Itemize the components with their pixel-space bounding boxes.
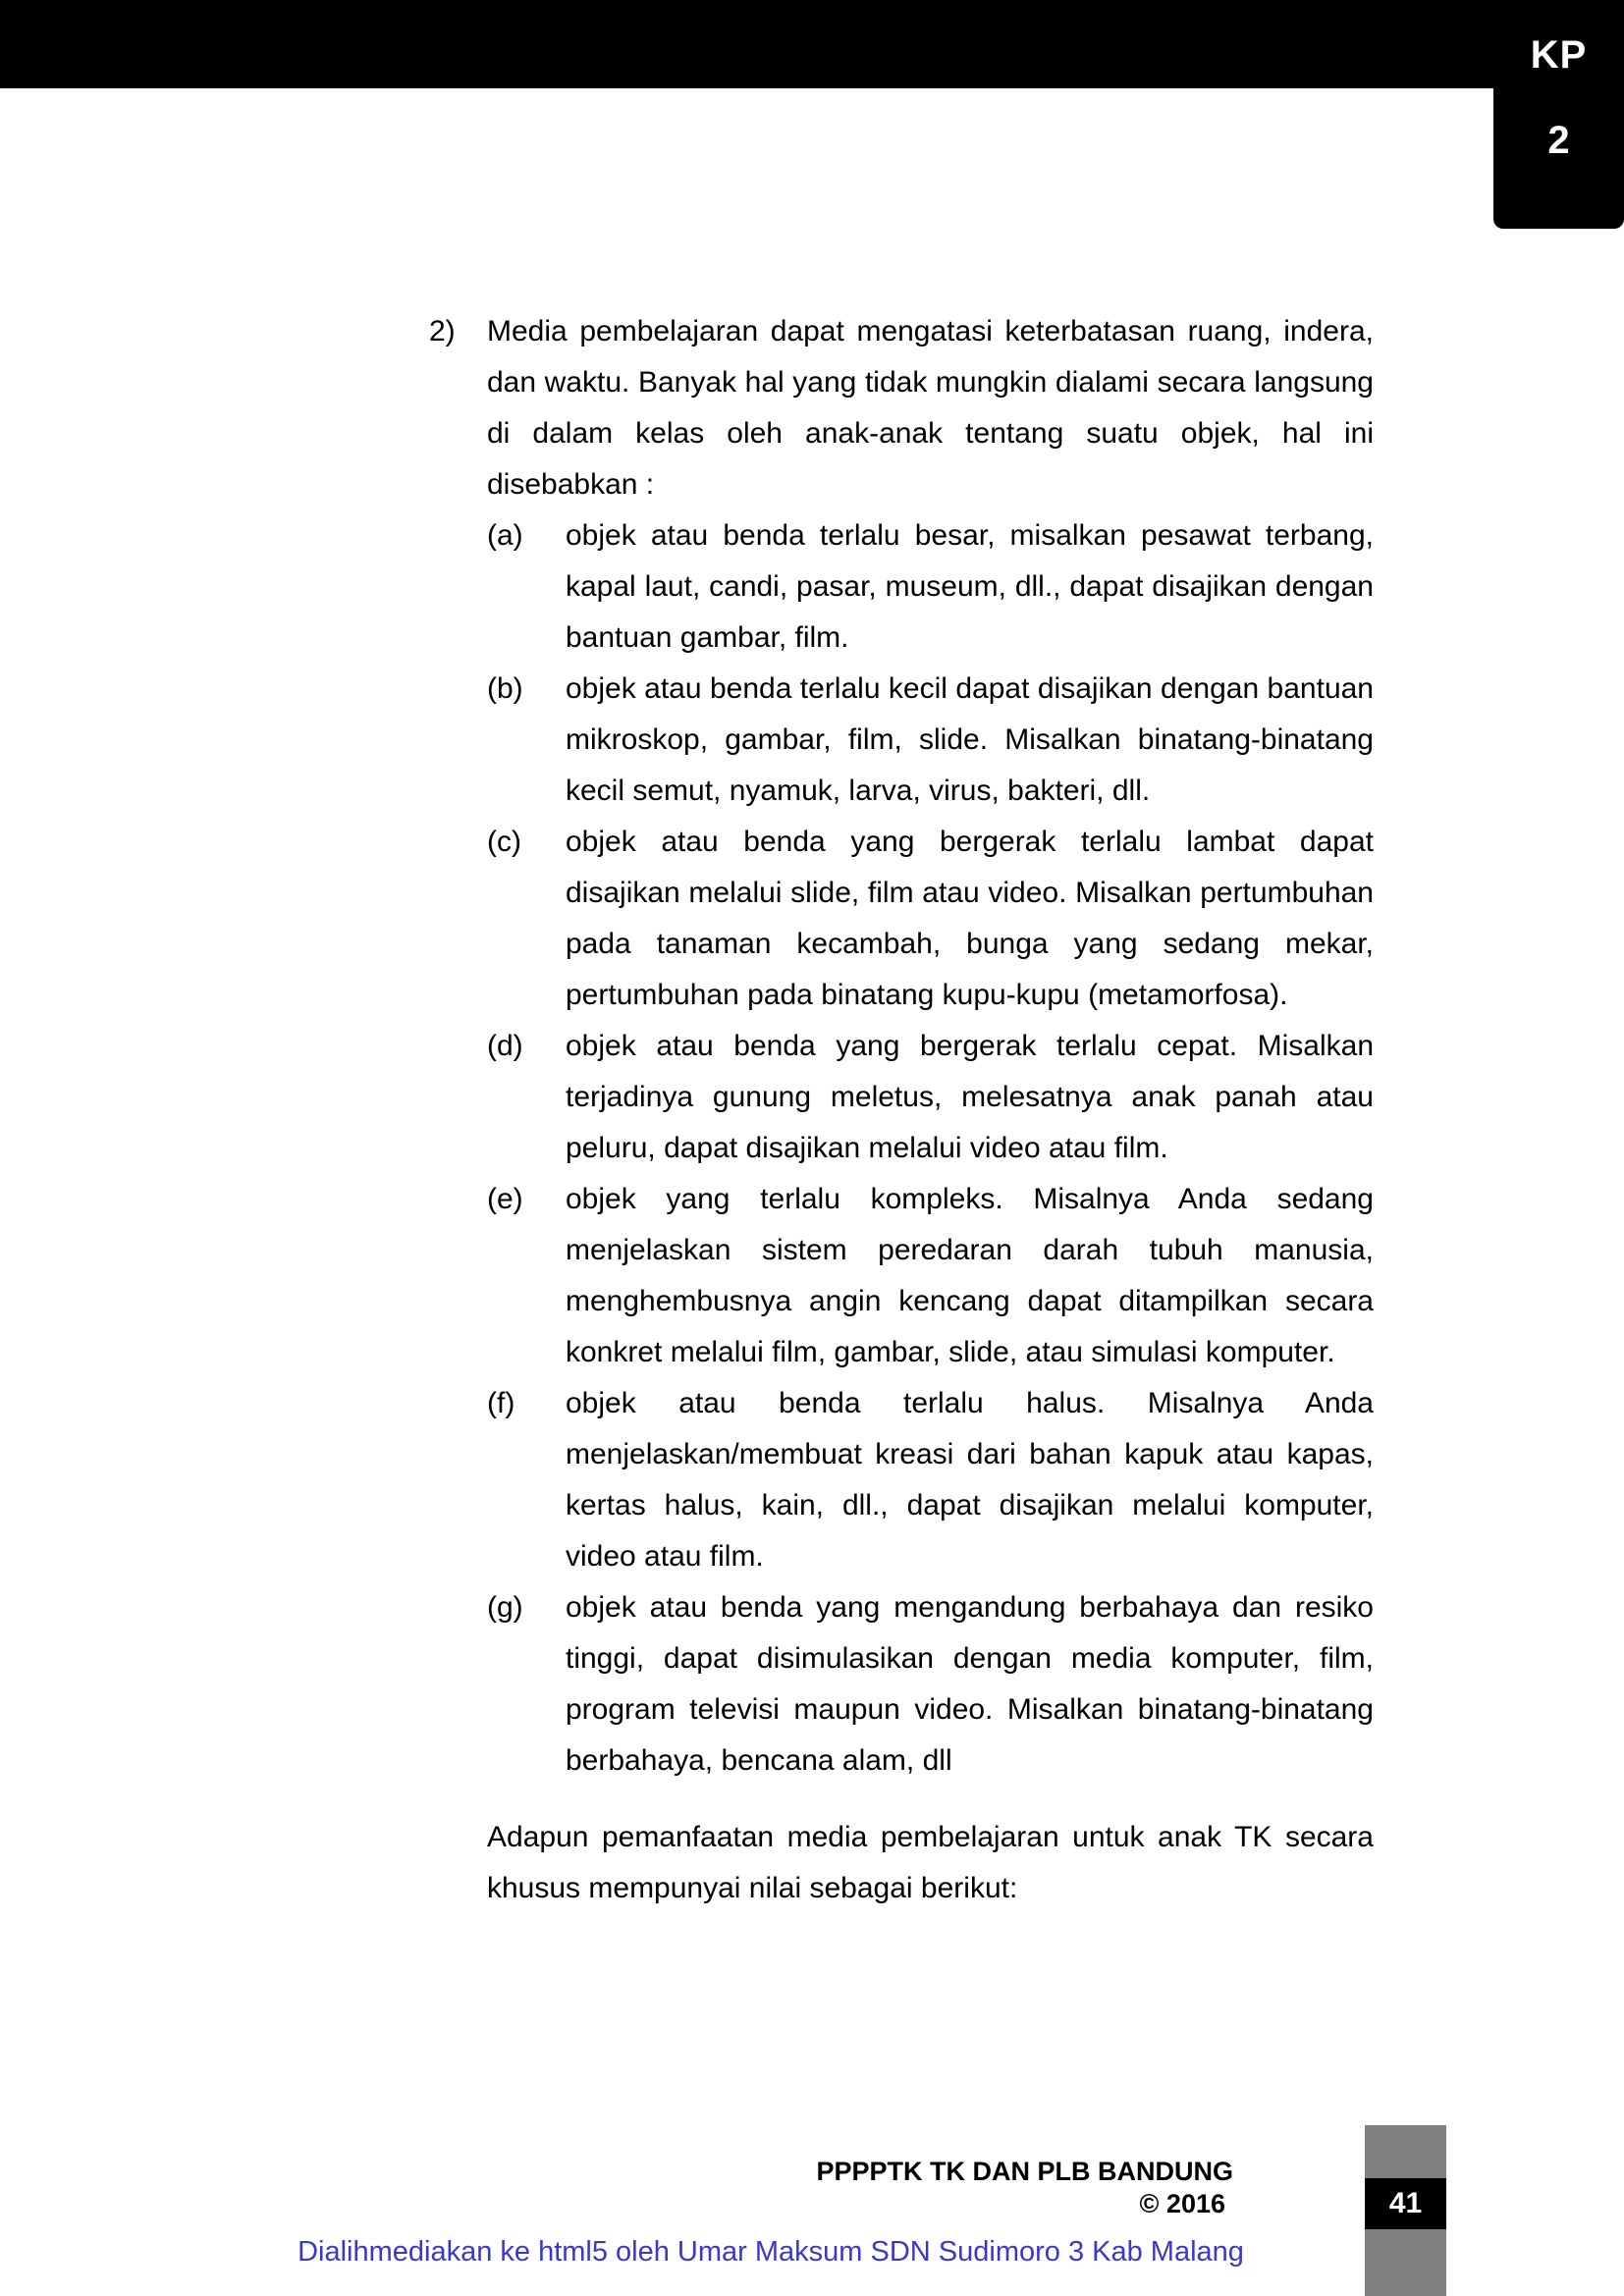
list-item-text: objek atau benda yang bergerak terlalu lambat dapat disajikan melalui slide, film atau video. Misalkan pertumbuhan pada tanaman kecambah, bunga yang sedang mekar, pertumbuhan pada binatang kupu-kupu (metamorfosa). <box>566 826 1374 1011</box>
page-number-badge <box>1365 2178 1446 2229</box>
closing-paragraph: Adapun pemanfaatan media pembelajaran untuk anak TK secara khusus mempunyai nilai sebagai berikut: <box>487 1821 1374 1904</box>
numbered-paragraph <box>429 306 1374 510</box>
list-item <box>487 664 1374 817</box>
list-item-label: (b) <box>487 672 523 705</box>
list-item <box>487 1378 1374 1582</box>
list-item-text: objek yang terlalu kompleks. Misalnya Anda sedang menjelaskan sistem peredaran darah tubuh manusia, menghembusnya angin kencang dapat ditampilkan secara konkret melalui film, gambar, slide, atau simulasi komputer. <box>566 1183 1374 1368</box>
list-item-label: (d) <box>487 1030 523 1062</box>
list-item-text: objek atau benda yang bergerak terlalu cepat. Misalkan terjadinya gunung meletus, melesatnya anak panah atau peluru, dapat disajikan melalui video atau film. <box>566 1030 1374 1164</box>
attribution-note: Dialihmediakan ke html5 oleh Umar Maksum SDN Sudimoro 3 Kab Malang <box>298 2236 1244 2268</box>
copyright-notice: © 2016 <box>1139 2189 1225 2218</box>
header-bar <box>0 0 1624 88</box>
list-item-text: objek atau benda terlalu kecil dapat disajikan dengan bantuan mikroskop, gambar, film, slide. Misalkan binatang-binatang kecil semut, nyamuk, larva, virus, bakteri, dll. <box>566 672 1374 807</box>
publisher-name: PPPPTK TK DAN PLB BANDUNG <box>816 2157 1233 2186</box>
list-item-label: (f) <box>487 1387 515 1419</box>
intro-paragraph: Media pembelajaran dapat mengatasi keterbatasan ruang, indera, dan waktu. Banyak hal yang tidak mungkin dialami secara langsung di dalam kelas oleh anak-anak tentang suatu objek, hal ini disebabkan : <box>487 315 1374 501</box>
list-item-text: objek atau benda terlalu besar, misalkan pesawat terbang, kapal laut, candi, pasar, museum, dll., dapat disajikan dengan bantuan gambar, film. <box>566 519 1374 654</box>
list-item-label: (g) <box>487 1591 523 1624</box>
list-item-label: (e) <box>487 1183 523 1215</box>
list-number: 2) <box>429 315 456 347</box>
chapter-tab-label: KP <box>1530 33 1588 77</box>
list-item-text: objek atau benda yang mengandung berbahaya dan resiko tinggi, dapat disimulasikan dengan media komputer, film, program televisi maupun video. Misalkan binatang-binatang berbahaya, bencana alam, dll <box>566 1591 1374 1777</box>
chapter-tab <box>1493 0 1624 229</box>
list-item <box>487 510 1374 664</box>
list-item <box>487 817 1374 1021</box>
list-item-text: objek atau benda terlalu halus. Misalnya Anda menjelaskan/membuat kreasi dari bahan kapuk atau kapas, kertas halus, kain, dll., dapat disajikan melalui komputer, video atau film. <box>566 1387 1374 1573</box>
page-number: 41 <box>1388 2187 1423 2219</box>
list-item-label: (a) <box>487 519 523 552</box>
chapter-tab-number: 2 <box>1547 119 1570 162</box>
lettered-list <box>487 510 1374 1787</box>
list-item <box>487 1021 1374 1174</box>
page-number-decoration-top <box>1365 2125 1446 2178</box>
list-item <box>487 1174 1374 1378</box>
footer <box>816 2156 1233 2220</box>
list-item <box>487 1582 1374 1787</box>
document-body <box>429 306 1374 1914</box>
list-item-label: (c) <box>487 826 521 858</box>
page-number-block <box>1365 2125 1446 2296</box>
